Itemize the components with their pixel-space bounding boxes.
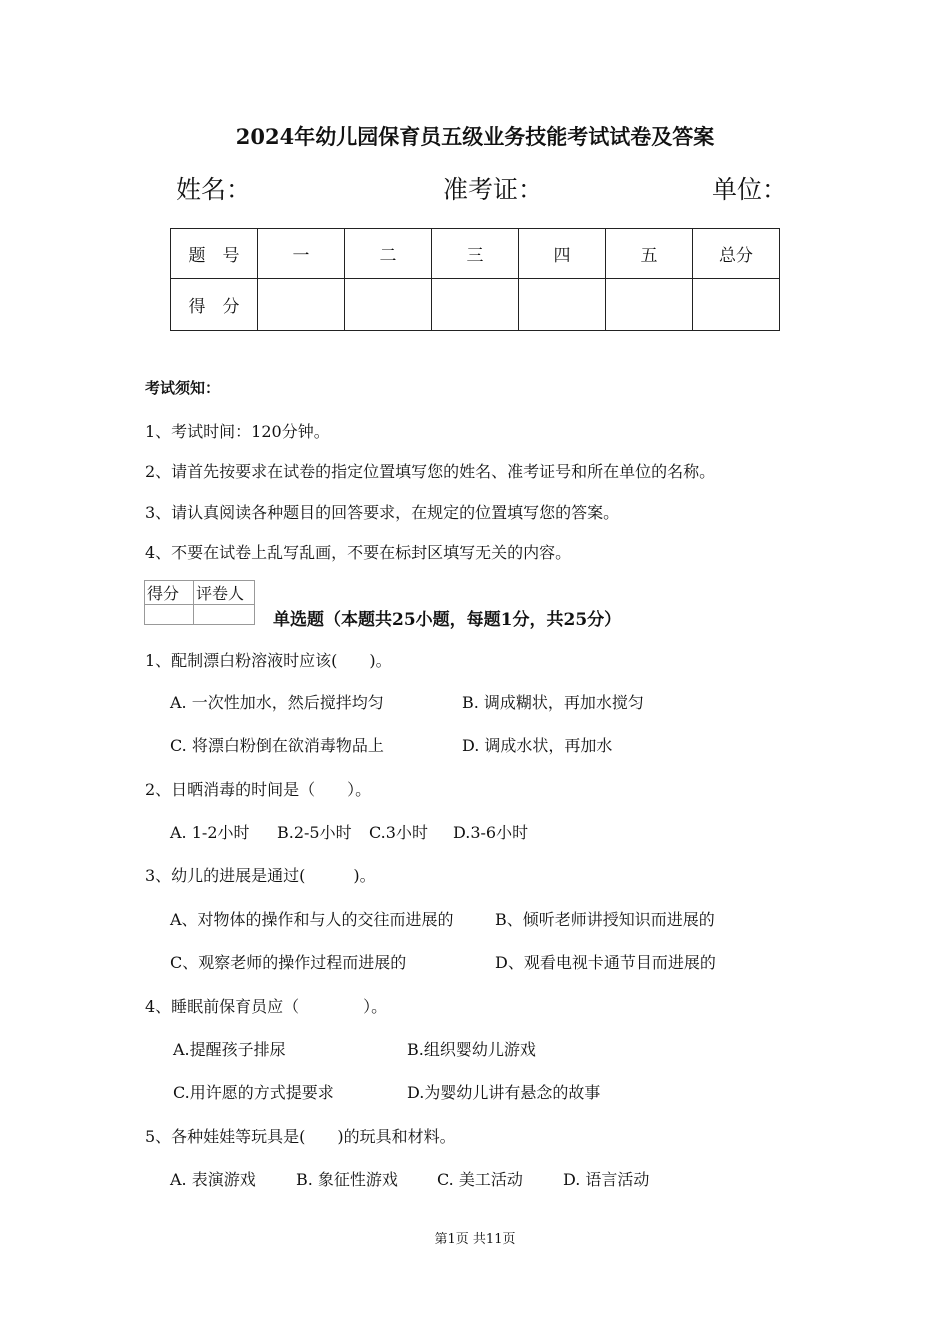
question-option: A. 1-2小时	[170, 823, 250, 842]
question-stem: 5、各种娃娃等玩具是( )的玩具和材料。	[145, 1127, 456, 1146]
question-stem: 4、睡眠前保育员应（ ）。	[145, 997, 388, 1016]
page-title: 2024年幼儿园保育员五级业务技能考试试卷及答案	[235, 124, 715, 149]
score-row-label: 得 分	[171, 279, 258, 331]
question-option: A. 表演游戏	[170, 1170, 256, 1189]
unit-field-label: 单位：	[712, 175, 788, 204]
question-option: B. 象征性游戏	[296, 1170, 398, 1189]
score-cell[interactable]	[606, 279, 693, 331]
question-option: B.2-5小时	[277, 823, 352, 842]
question-option: C. 美工活动	[437, 1170, 523, 1189]
question-option: D. 语言活动	[563, 1170, 650, 1189]
question-option: C.用许愿的方式提要求	[173, 1083, 334, 1102]
grader-score-cell[interactable]	[145, 605, 194, 625]
notes-item: 3、请认真阅读各种题目的回答要求，在规定的位置填写您的答案。	[145, 503, 620, 522]
notes-item: 4、不要在试卷上乱写乱画，不要在标封区填写无关的内容。	[145, 543, 572, 562]
question-option: B.组织婴幼儿游戏	[407, 1040, 536, 1059]
score-cell[interactable]	[345, 279, 432, 331]
question-option: D.为婴幼儿讲有悬念的故事	[407, 1083, 601, 1102]
score-header-cell: 五	[606, 229, 693, 279]
question-option: D、观看电视卡通节目而进展的	[495, 953, 716, 972]
score-header-cell: 二	[345, 229, 432, 279]
grader-score-label: 得分	[145, 581, 194, 605]
score-table-score-row	[171, 279, 780, 331]
score-cell[interactable]	[432, 279, 519, 331]
notes-heading: 考试须知：	[145, 379, 221, 397]
score-header-cell: 四	[519, 229, 606, 279]
exam-id-field-label: 准考证：	[443, 175, 544, 204]
question-option: B. 调成糊状，再加水搅匀	[462, 693, 644, 712]
question-option: A.提醒孩子排尿	[173, 1040, 286, 1059]
question-option: A. 一次性加水，然后搅拌均匀	[170, 693, 384, 712]
grader-box	[144, 580, 255, 625]
question-option: C、观察老师的操作过程而进展的	[170, 953, 407, 972]
question-stem: 3、幼儿的进展是通过( )。	[145, 866, 376, 885]
question-option: C. 将漂白粉倒在欲消毒物品上	[170, 736, 384, 755]
question-option: D. 调成水状，再加水	[462, 736, 613, 755]
score-header-cell: 一	[258, 229, 345, 279]
question-option: C.3小时	[369, 823, 428, 842]
score-table-header-row	[171, 229, 780, 279]
question-stem: 1、配制漂白粉溶液时应该( )。	[145, 651, 392, 670]
grader-name-cell[interactable]	[194, 605, 255, 625]
section-title: 单选题（本题共25小题，每题1分，共25分）	[273, 610, 622, 630]
question-option: D.3-6小时	[453, 823, 529, 842]
notes-item: 2、请首先按要求在试卷的指定位置填写您的姓名、准考证号和所在单位的名称。	[145, 462, 716, 481]
name-field-label: 姓名：	[176, 175, 252, 204]
question-option: A、对物体的操作和与人的交往而进展的	[170, 910, 454, 929]
score-header-cell: 总分	[693, 229, 780, 279]
question-stem: 2、日晒消毒的时间是（ ）。	[145, 780, 372, 799]
score-header-cell: 题 号	[171, 229, 258, 279]
question-option: B、倾听老师讲授知识而进展的	[495, 910, 715, 929]
notes-item: 1、考试时间：120分钟。	[145, 422, 330, 441]
score-table	[170, 228, 780, 331]
score-cell[interactable]	[519, 279, 606, 331]
score-header-cell: 三	[432, 229, 519, 279]
grader-name-label: 评卷人	[194, 581, 255, 605]
page-footer: 第1页 共11页	[434, 1232, 516, 1247]
score-cell[interactable]	[258, 279, 345, 331]
score-cell[interactable]	[693, 279, 780, 331]
